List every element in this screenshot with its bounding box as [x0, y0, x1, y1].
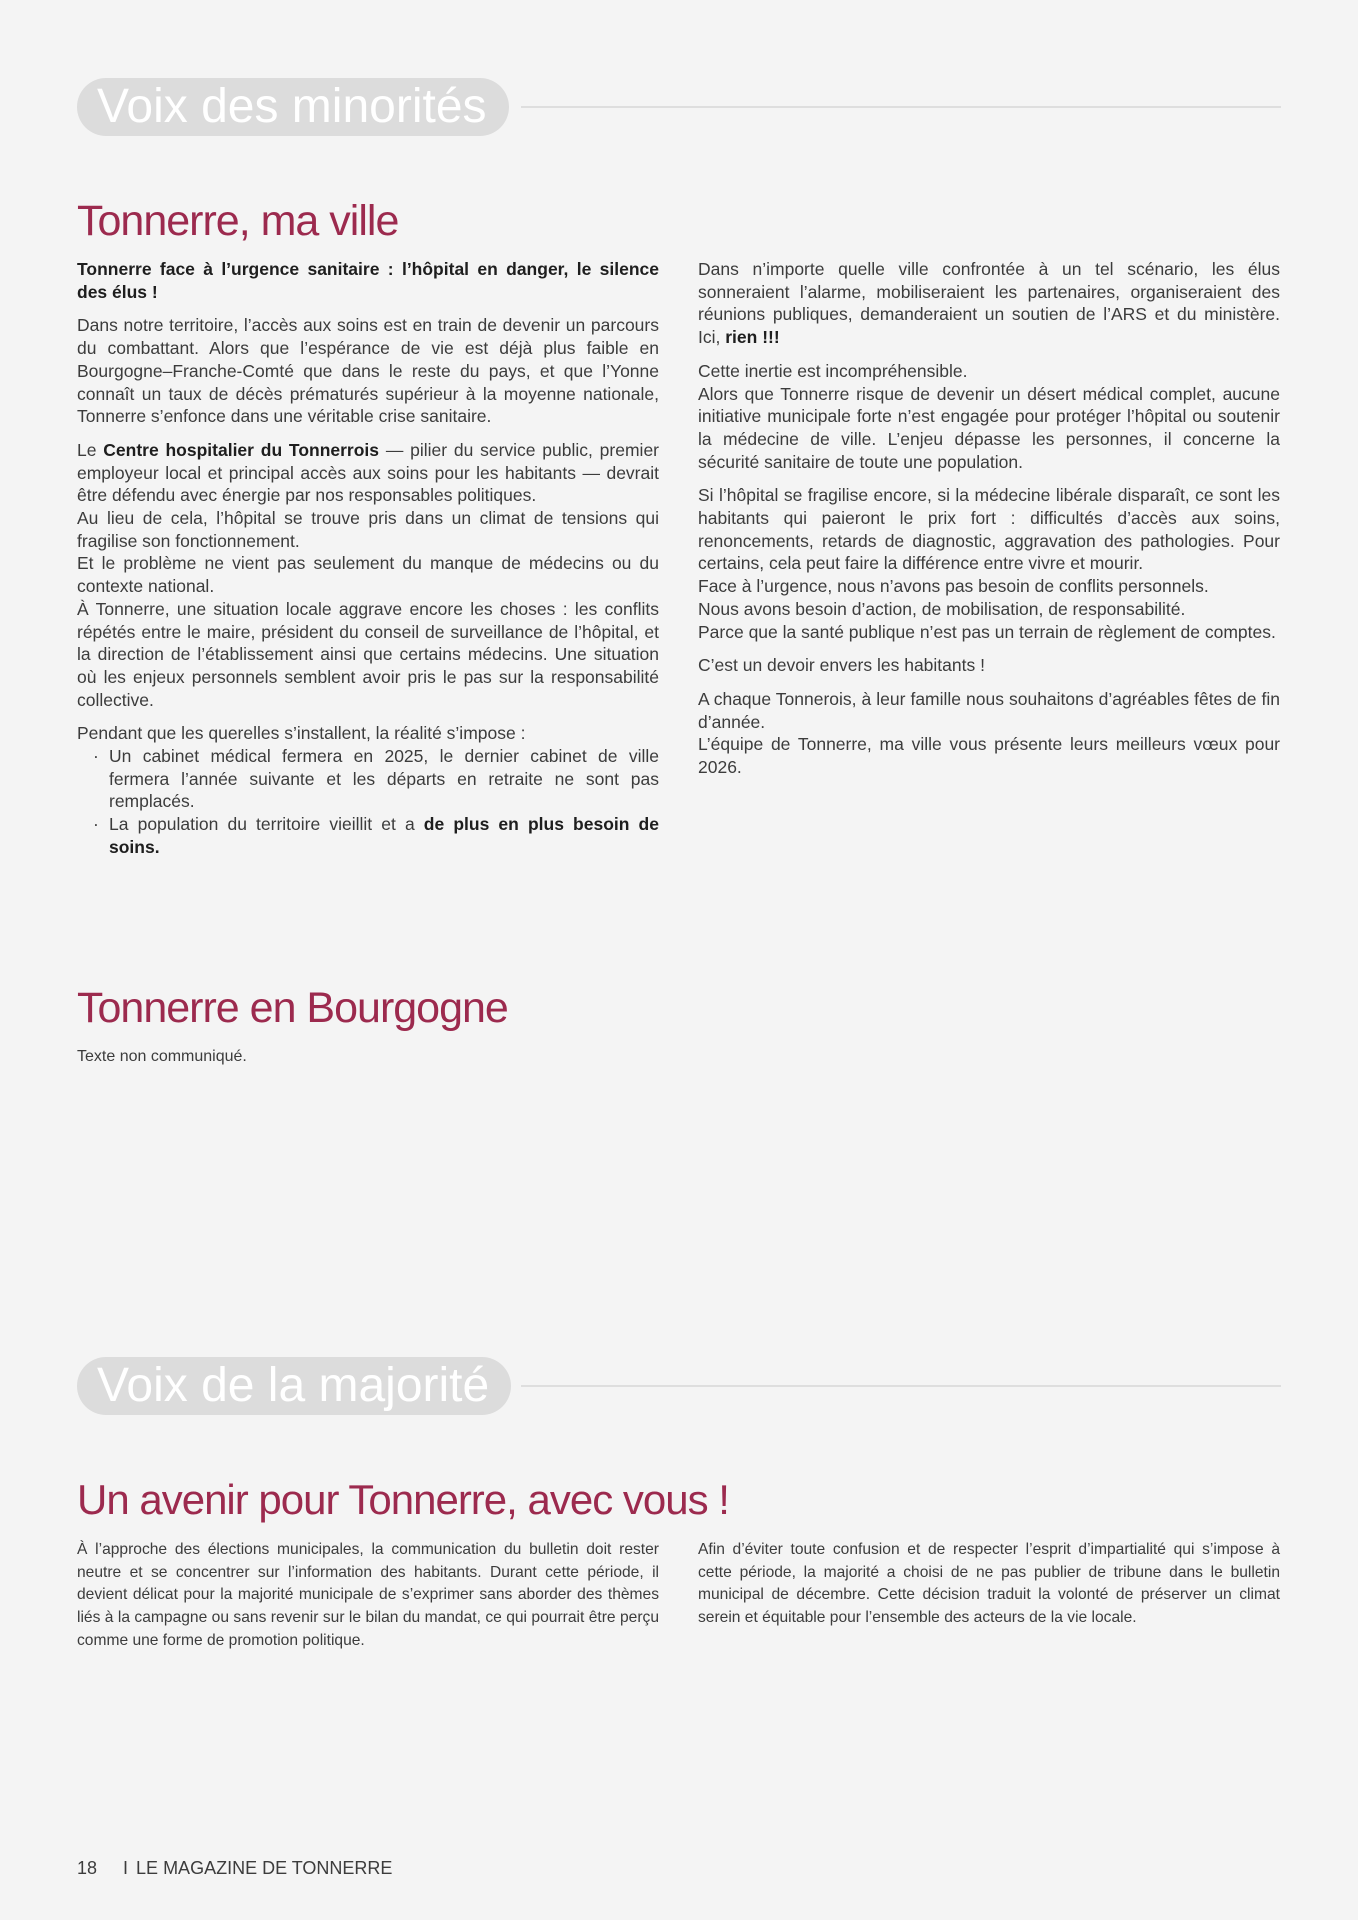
paragraph: Cette inertie est incompréhensible. [698, 360, 968, 381]
section-banner-title: Voix des minorités [77, 78, 509, 136]
list-item: · Un cabinet médical fermera en 2025, le dernier cabinet de ville fermera l’année suivante et les départs en retraite ne sont pas remplacés. [109, 745, 659, 813]
article-column-left [77, 258, 659, 859]
article-column-left [77, 1539, 659, 1653]
article-title: Un avenir pour Tonnerre, avec vous ! [77, 1476, 729, 1523]
article-column-right [698, 258, 1280, 779]
paragraph: Au lieu de cela, l’hôpital se trouve pris dans un climat de tensions qui fragilise son fonctionnement. [77, 508, 659, 551]
section-divider [521, 106, 1281, 108]
paragraph: Afin d’éviter toute confusion et de respecter l’esprit d’impartialité qui s’impose à cette période, la majorité a choisi de ne pas publier de tribune dans le bulletin municipal de décembre. Cette décision traduit la volonté de préserver un climat serein et équitable pour l’ensemble des acteurs de la vie locale. [698, 1541, 1280, 1627]
list-item: · La population du territoire vieillit et a de plus en plus besoin de soins. [109, 813, 659, 858]
paragraph: Alors que Tonnerre risque de devenir un désert médical complet, aucune initiative municipale forte n’est engagée pour protéger l’hôpital ou soutenir la médecine de ville. L’enjeu dépasse les personnes, il concerne la sécurité sanitaire de toute une population. [698, 383, 1280, 472]
article-column-right [698, 1539, 1280, 1630]
paragraph: À l’approche des élections municipales, la communication du bulletin doit rester neutre et se concentrer sur l’information des habitants. Durant cette période, il devient délicat pour la majorité municipale de s’exprimer sans aborder des thèmes liés à la campagne ou sans revenir sur le bilan du mandat, ce qui pourrait être perçu comme une forme de promotion politique. [77, 1541, 659, 1649]
paragraph: Nous avons besoin d’action, de mobilisation, de responsabilité. [698, 598, 1186, 619]
magazine-title: LE MAGAZINE DE TONNERRE [136, 1858, 393, 1878]
paragraph: Et le problème ne vient pas seulement du manque de médecins ou du contexte national. [77, 553, 659, 597]
section-banner-title: Voix de la majorité [77, 1357, 511, 1415]
paragraph: Le Centre hospitalier du Tonnerrois — pilier du service public, premier employeur local et principal accès aux soins pour les habitants — devrait être défendu avec énergie par nos responsables politiques. [77, 439, 660, 506]
section-banner-minorities [77, 78, 1281, 136]
article-text: Texte non communiqué. [77, 1048, 247, 1065]
paragraph: Si l’hôpital se fragilise encore, si la médecine libérale disparaît, ce sont les habitants qui paieront le prix fort : difficultés d’accès aux soins, renoncements, retards de diagnostic, aggravation des pathologies. Pour certains, cela peut faire la différence entre vivre et mourir. [698, 485, 1280, 574]
paragraph: Parce que la santé publique n’est pas un terrain de règlement de comptes. [698, 621, 1276, 642]
paragraph: À Tonnerre, une situation locale aggrave encore les choses : les conflits répétés entre le maire, président du conseil de surveillance de l’hôpital, et la direction de l’établissement ainsi que certains médecins. Une situation où les enjeux personnels semblent avoir pris le pas sur la responsabilité collective. [77, 598, 659, 710]
page-number: 18 [77, 1858, 98, 1878]
paragraph: Face à l’urgence, nous n’avons pas besoin de conflits personnels. [698, 576, 1209, 597]
page-footer [77, 1858, 392, 1879]
footer-separator: I [123, 1858, 129, 1878]
paragraph: C’est un devoir envers les habitants ! [698, 655, 985, 676]
paragraph: L’équipe de Tonnerre, ma ville vous présente leurs meilleurs vœux pour 2026. [698, 734, 1280, 778]
article-title: Tonnerre en Bourgogne [77, 984, 508, 1032]
article-lead: Tonnerre face à l’urgence sanitaire : l’hôpital en danger, le silence des élus ! [77, 259, 659, 302]
bullet-list [77, 745, 659, 859]
section-divider [521, 1385, 1281, 1387]
paragraph: Dans notre territoire, l’accès aux soins est en train de devenir un parcours du combattant. Alors que l’espérance de vie est déjà plus faible en Bourgogne–Franche-Comté que dans le reste du pays, et que l’Yonne connaît un taux de décès prématurés supérieur à la moyenne nationale, Tonnerre s’enfonce dans une véritable crise sanitaire. [77, 315, 659, 427]
paragraph: Dans n’importe quelle ville confrontée à un tel scénario, les élus sonneraient l’alarme, mobiliseraient les partenaires, organiseraient des réunions publiques, demanderaient un soutien de l’ARS et du ministère. Ici, rien !!! [698, 259, 1280, 348]
paragraph: Pendant que les querelles s’installent, la réalité s’impose : [77, 723, 526, 744]
section-banner-majority [77, 1357, 1281, 1415]
paragraph: A chaque Tonnerois, à leur famille nous souhaitons d’agréables fêtes de fin d’année. [698, 688, 1280, 732]
article-title: Tonnerre, ma ville [77, 197, 399, 245]
